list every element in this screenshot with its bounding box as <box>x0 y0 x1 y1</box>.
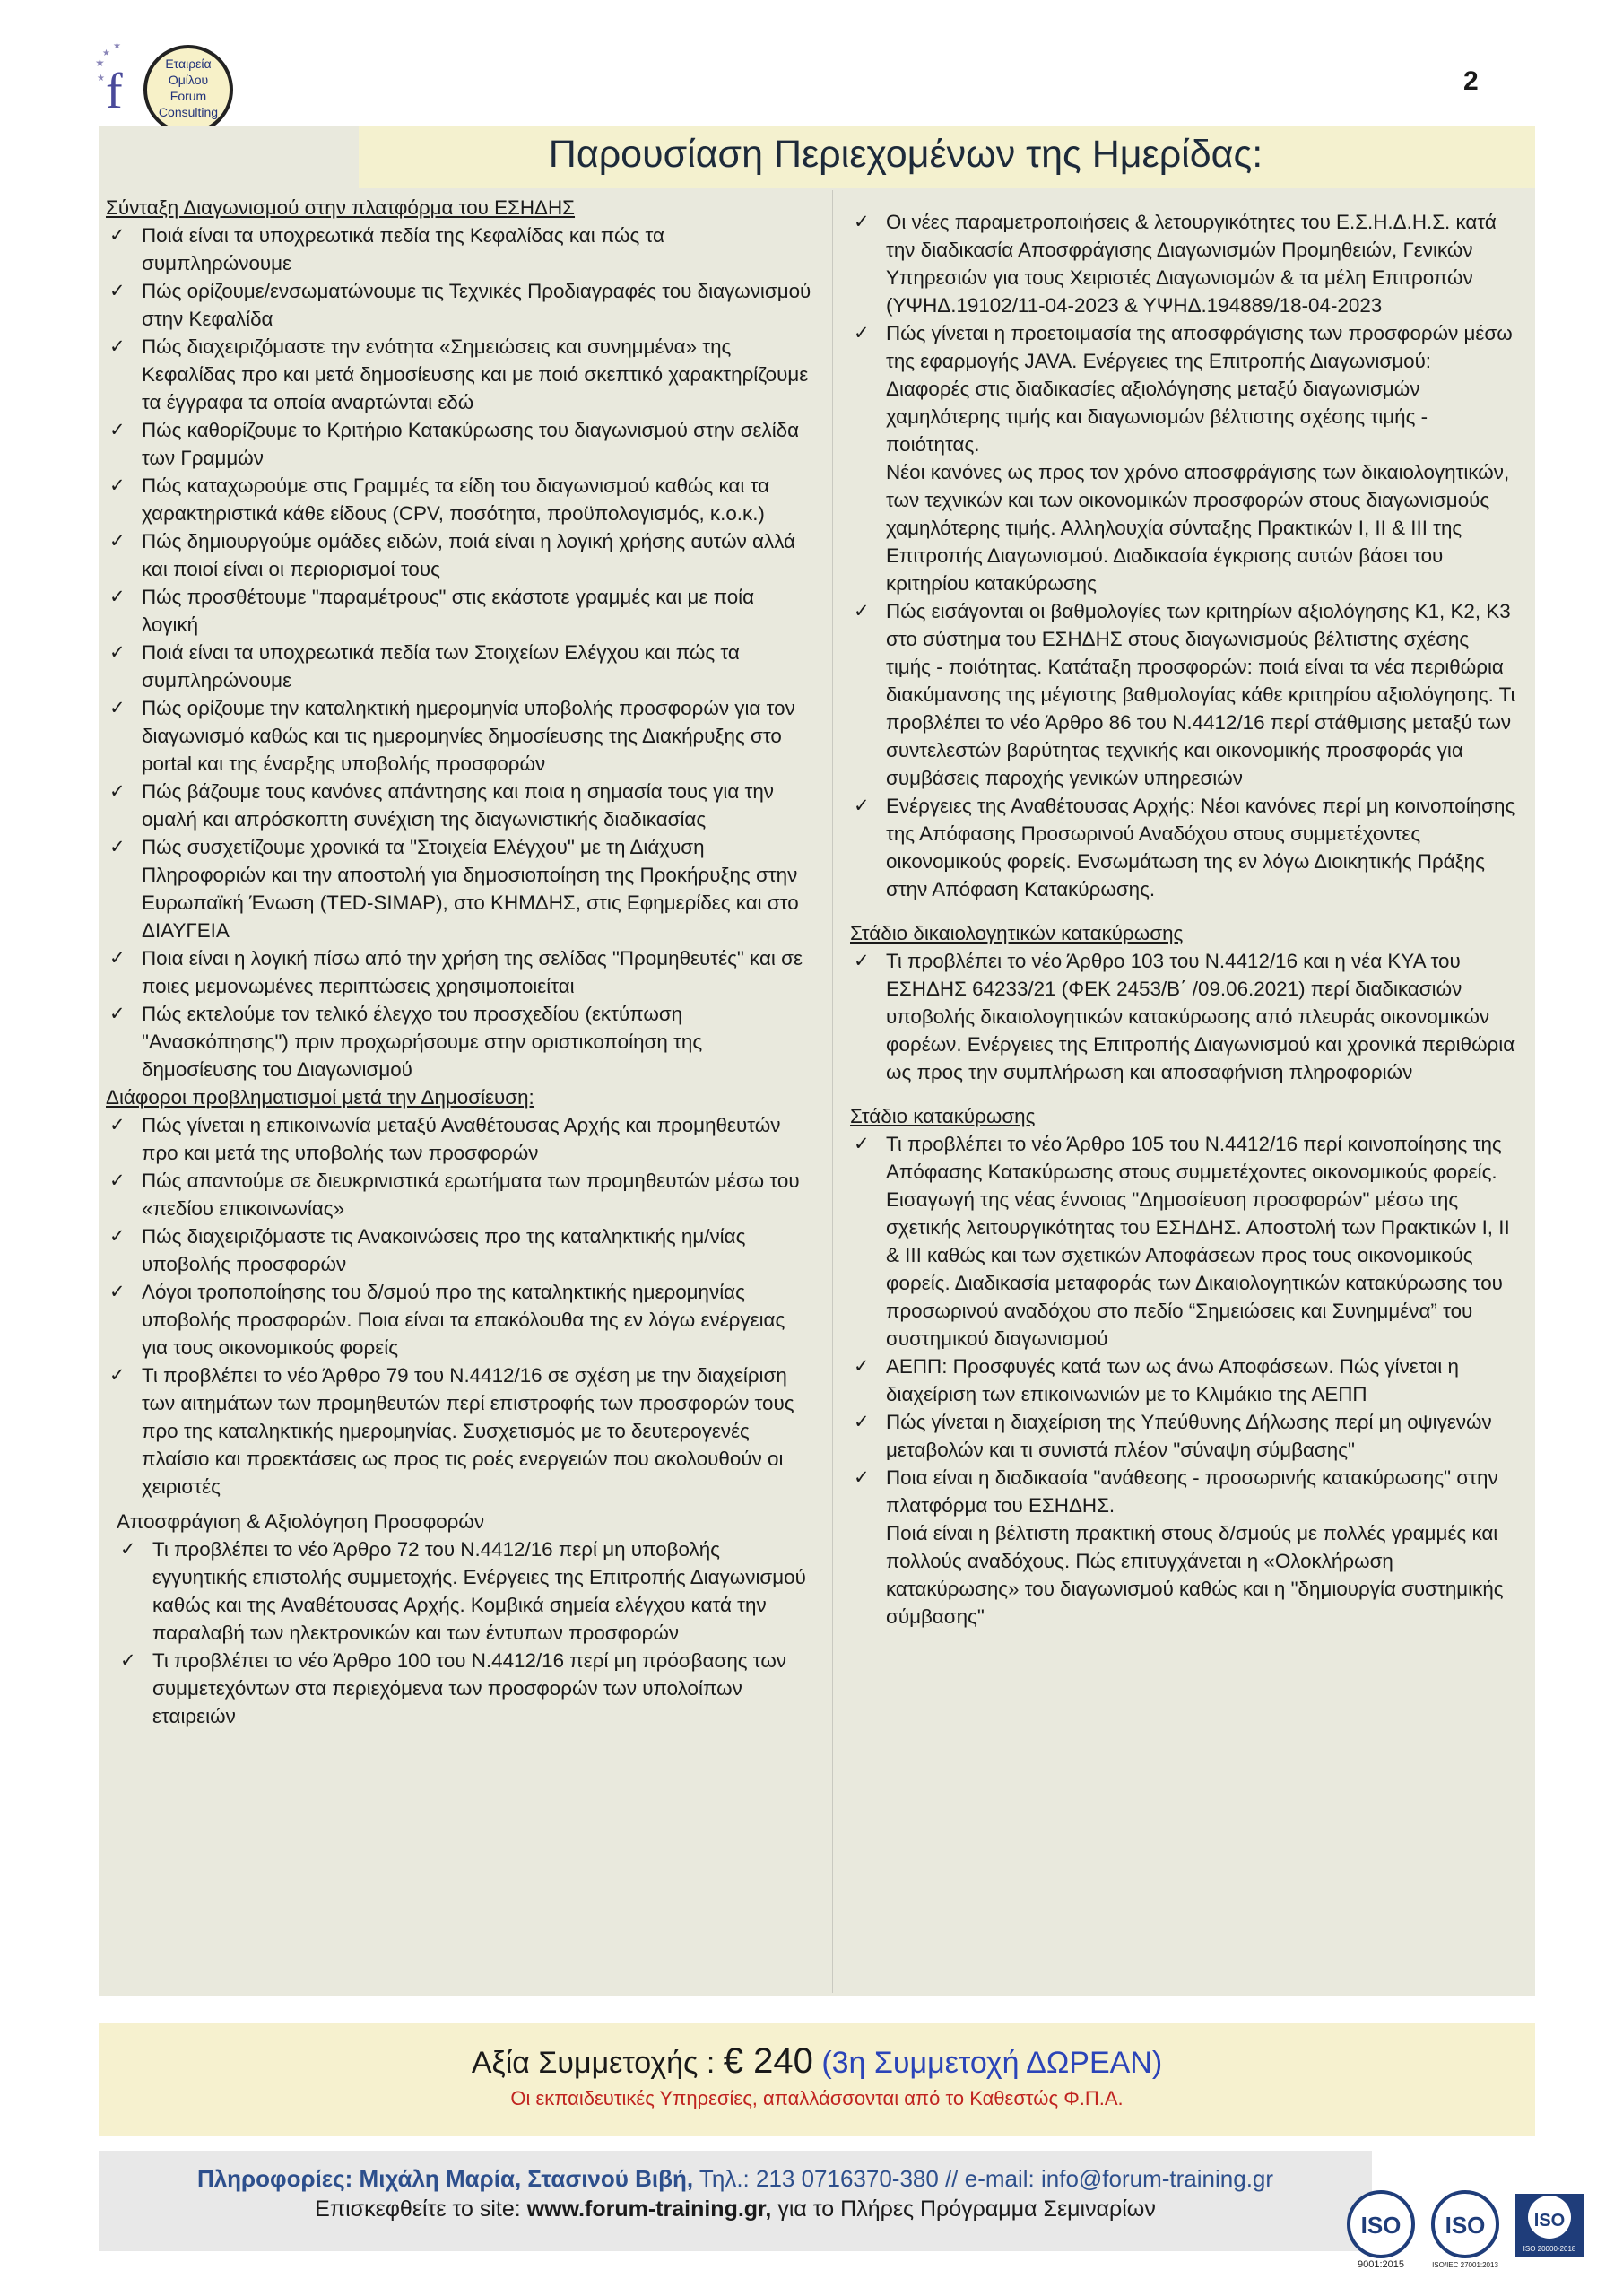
tender-setup-list <box>106 222 814 1083</box>
page-number: 2 <box>1463 66 1479 96</box>
website-line <box>99 2196 1372 2222</box>
iso-badge-label: ISO <box>1360 2212 1402 2239</box>
list-item-text: ✓ Πώς ορίζουμε την καταληκτική ημερομηνία υποβολής προσφορών για τον διαγωνισμό καθώς και τις ημερομηνίες δημοσίευσης της Διακήρυξης στο portal και της έναρξης υποβολής προσφορών <box>142 697 795 775</box>
list-item-text: ✓ Πώς προσθέτουμε "παραμέτρους" στις εκάστοτε γραμμές και με ποία λογική <box>142 586 755 636</box>
list-item <box>850 1464 1518 1631</box>
svg-text:★: ★ <box>102 48 110 58</box>
logo-letter: f <box>106 64 123 119</box>
list-item-text: ✓ Πώς γίνεται η προετοιμασία της αποσφράγισης των προσφορών μέσω της εφαρμογής JAVA. Ενέργειες της Επιτροπής Διαγωνισμού: Διαφορές στις διαδικασίες αξιολόγησης μεταξύ διαγωνισμών χαμηλότερης τιμής και διαγωνισμών βέλτιστης σχέσης τιμής - ποιότητας. <box>886 322 1513 456</box>
iso-badge-code: 9001:2015 <box>1358 2259 1404 2270</box>
list-item-text: ✓ Πώς καθορίζουμε το Κριτήριο Κατακύρωσης του διαγωνισμού στην σελίδα των Γραμμών <box>142 419 800 469</box>
iso-27001-badge <box>1428 2188 1503 2271</box>
list-item <box>106 222 814 277</box>
list-item <box>850 1352 1518 1408</box>
logo-line-1: Εταιρεία <box>165 57 212 71</box>
iso-20000-badge <box>1512 2188 1587 2271</box>
list-item <box>106 583 814 639</box>
website-prefix: Επισκεφθείτε το site: <box>315 2196 521 2222</box>
participation-fee-box <box>99 2023 1535 2136</box>
list-item <box>117 1647 814 1730</box>
list-item-text: ✓ Πώς διαχειριζόμαστε την ενότητα «Σημειώσεις και συνημμένα» της Κεφαλίδας προ και μετά δημοσίευσης και με ποιό σκεπτικό χαρακτηρίζουμε τα έγγραφα τα οποία αναρτώνται εδώ <box>142 335 809 413</box>
website-link[interactable]: www.forum-training.gr, <box>526 2196 772 2222</box>
list-item-text: ✓ Πώς καταχωρούμε στις Γραμμές τα είδη του διαγωνισμού καθώς και τα χαρακτηριστικά κάθε είδους (CPV, ποσότητα, προϋπολογισμός, κ.ο.κ.) <box>142 474 770 525</box>
list-item <box>106 1167 814 1222</box>
list-item-text: ✓ Πώς εκτελούμε τον τελικό έλεγχο του προσχεδίου (εκτύπωση "Ανασκόπησης") πριν προχωρήσουμε στην οριστικοποίηση της δημοσίευσης του Διαγωνισμού <box>142 1003 703 1081</box>
vat-exemption-note: Οι εκπαιδευτικές Υπηρεσίες, απαλλάσσονται από το Καθεστώς Φ.Π.Α. <box>510 2087 1124 2109</box>
right-column <box>850 208 1518 1631</box>
section-heading-award: Στάδιο κατακύρωσης <box>850 1105 1036 1127</box>
list-item <box>106 1361 814 1500</box>
list-item-text: ✓ Ποια είναι η διαδικασία "ανάθεσης - προσωρινής κατακύρωσης" στην πλατφόρμα του ΕΣΗΔΗΣ. <box>886 1466 1498 1517</box>
list-item <box>106 1278 814 1361</box>
list-item-text: ✓ Πώς εισάγονται οι βαθμολογίες των κριτηρίων αξιολόγησης Κ1, Κ2, Κ3 στο σύστημα του ΕΣΗΔΗΣ στους διαγωνισμούς βέλτιστης σχέσης τιμής - ποιότητας. Κατάταξη προσφορών: ποιά είναι τα νέα περιθώρια διακύμανσης της μέγιστης βαθμολογίας κάθε κριτηρίου αξιολόγησης. Τι προβλέπει το νέο Άρθρο 86 του Ν.4412/16 περί στάθμισης μεταξύ των συντελεστών βαρύτητας τεχνικής και οικονομικής προσφοράς για συμβάσεις παροχής γενικών υπηρεσιών <box>886 600 1515 789</box>
award-list <box>850 1130 1518 1631</box>
list-item-continuation: Ποιά είναι η βέλτιστη πρακτική στους δ/σμούς με πολλές γραμμές και πολλούς αναδόχους. Πώς επιτυγχάνεται η «Ολοκλήρωση κατακύρωσης» του διαγωνισμού καθώς και η "δημιουργία συστημικής σύμβασης" <box>886 1522 1504 1628</box>
list-item <box>850 208 1518 319</box>
iso-9001-badge <box>1345 2188 1417 2271</box>
svg-text:★: ★ <box>95 57 105 69</box>
list-item-continuation: Νέοι κανόνες ως προς τον χρόνο αποσφράγισης των δικαιολογητικών, των τεχνικών και των οικονομικών προσφορών στους διαγωνισμούς χαμηλότερης τιμής. Αλληλουχία σύνταξης Πρακτικών Ι, ΙΙ & ΙΙΙ της Επιτροπής Διαγωνισμού. Διαδικασία έγκρισης αυτών βάσει του κριτηρίου κατακύρωσης <box>886 461 1510 595</box>
list-item-text: ✓ Πώς βάζουμε τους κανόνες απάντησης και ποια η σημασία τους για την ομαλή και απρόσκοπτη συνέχιση της διαγωνιστικής διαδικασίας <box>142 780 774 831</box>
contact-email[interactable]: e-mail: info@forum-training.gr <box>964 2165 1274 2192</box>
list-item-text: ✓ ΑΕΠΠ: Προσφυγές κατά των ως άνω Αποφάσεων. Πώς γίνεται η διαχείριση των επικοινωνιών με το Κλιμάκιο της ΑΕΠΠ <box>886 1355 1459 1405</box>
list-item <box>850 1408 1518 1464</box>
list-item <box>106 778 814 833</box>
award-documents-list <box>850 947 1518 1086</box>
fee-label: Αξία Συμμετοχής : <box>471 2046 716 2080</box>
logo-line-4: Consulting <box>158 105 219 119</box>
list-item <box>106 1000 814 1083</box>
section-heading-tender-setup: Σύνταξη Διαγωνισμού στην πλατφόρμα του ΕΣΗΔΗΣ <box>106 196 576 219</box>
list-item-text: ✓ Πώς δημιουργούμε ομάδες ειδών, ποιά είναι η λογική χρήσης αυτών αλλά και ποιοί είναι οι περιορισμοί τους <box>142 530 795 580</box>
evaluation-list <box>850 208 1518 903</box>
list-item <box>106 694 814 778</box>
list-item-text: ✓ Πώς ορίζουμε/ενσωματώνουμε τις Τεχνικές Προδιαγραφές του διαγωνισμού στην Κεφαλίδα <box>142 280 812 330</box>
section-heading-post-publication: Διάφοροι προβληματισμοί μετά την Δημοσίευση: <box>106 1086 534 1109</box>
website-suffix: για το Πλήρες Πρόγραμμα Σεμιναρίων <box>777 2196 1156 2222</box>
list-item <box>106 277 814 333</box>
list-item <box>117 1535 814 1647</box>
left-column <box>106 194 814 1730</box>
list-item-text: ✓ Πώς συσχετίζουμε χρονικά τα "Στοιχεία Ελέγχου" με τη Διάχυση Πληροφοριών και την αποστολή για δημοσιοποίηση της Προκήρυξης στην Ευρωπαϊκή Ένωση (TED-SIMAP), στο ΚΗΜΔΗΣ, στις Εφημερίδες και στο ΔΙΑΥΓΕΙΑ <box>142 836 799 942</box>
list-item <box>850 319 1518 597</box>
logo-line-2: Ομίλου <box>168 73 209 87</box>
page-title: Παρουσίαση Περιεχομένων της Ημερίδας: <box>548 133 1263 176</box>
section-heading-unsealing: Αποσφράγιση & Αξιολόγηση Προσφορών <box>117 1510 485 1533</box>
list-item <box>106 416 814 472</box>
column-divider <box>832 190 833 1993</box>
list-item-text: ✓ Πώς απαντούμε σε διευκρινιστικά ερωτήματα των προμηθευτών μέσω του «πεδίου επικοινωνίας» <box>142 1170 800 1220</box>
svg-text:★: ★ <box>97 74 105 83</box>
list-item-text: ✓ Λόγοι τροποποίησης του δ/σμού προ της καταληκτικής ημερομηνίας υποβολής προσφορών. Ποια είναι τα επακόλουθα της εν λόγω ενέργειας για τους οικονομικούς φορείς <box>142 1281 785 1359</box>
list-item-text: ✓ Πώς γίνεται η επικοινωνία μεταξύ Αναθέτουσας Αρχής και προμηθευτών προ και μετά της υποβολής των προσφορών <box>142 1114 781 1164</box>
list-item-text: ✓ Ποια είναι η λογική πίσω από την χρήση της σελίδας "Προμηθευτές" και σε ποιες μεμονωμένες περιπτώσεις χρησιμοποιείται <box>142 947 803 997</box>
list-item <box>850 1130 1518 1352</box>
fee-amount: € 240 <box>723 2041 813 2081</box>
unsealing-list <box>106 1535 814 1730</box>
list-item <box>106 944 814 1000</box>
logo-line-3: Forum <box>169 89 207 103</box>
list-item <box>106 472 814 527</box>
fee-line <box>99 2041 1535 2082</box>
list-item-text: ✓ Τι προβλέπει το νέο Άρθρο 105 του Ν.4412/16 περί κοινοποίησης της Απόφασης Κατακύρωσης στους συμμετέχοντες οικονομικούς φορείς. Εισαγωγή της νέας έννοιας "Δημοσίευση προσφορών" μέσω της σχετικής λειτουργικότητας του ΕΣΗΔΗΣ. Αποστολή των Πρακτικών Ι, ΙΙ & ΙΙΙ καθώς και των σχετικών Αποφάσεων προς τους οικονομικούς φορείς. Διαδικασία μεταφοράς των Δικαιολογητικών κατακύρωσης του προσωρινού αναδόχου στο πεδίο “Σημειώσεις και Συνημμένα” του συστημικού διαγωνισμού <box>886 1133 1510 1350</box>
list-item <box>850 947 1518 1086</box>
iso-badge-label: ISO <box>1445 2212 1486 2239</box>
list-item <box>850 792 1518 903</box>
list-item <box>106 333 814 416</box>
contact-phone: Τηλ.: 213 0716370-380 // <box>699 2165 959 2192</box>
list-item-text: ✓ Τι προβλέπει το νέο Άρθρο 79 του Ν.4412/16 σε σχέση με την διαχείριση των αιτημάτων των προμηθευτών περί επιστροφής των προσφορών τους προ της καταληκτικής ημερομηνίας. Συσχετισμός με το δευτερογενές πλαίσιο και προεκτάσεις ως προς τις ροές ενεργειών που ακολουθούν οι χειριστές <box>142 1364 794 1498</box>
list-item <box>106 639 814 694</box>
list-item <box>106 527 814 583</box>
iso-badge-label: ISO <box>1533 2211 1566 2231</box>
contact-names: Πληροφορίες: Μιχάλη Μαρία, Στασινού Βιβή, <box>196 2165 694 2192</box>
list-item-text: ✓ Πώς διαχειριζόμαστε τις Ανακοινώσεις προ της καταληκτικής ημ/νίας υποβολής προσφορών <box>142 1225 746 1275</box>
iso-badge-code: ISO/IEC 27001:2013 <box>1432 2261 1498 2269</box>
list-item-text: ✓ Τι προβλέπει το νέο Άρθρο 103 του Ν.4412/16 και η νέα ΚΥΑ του ΕΣΗΔΗΣ 64233/21 (ΦΕΚ 2453/Β΄ /09.06.2021) περί διαδικασιών υποβολής δικαιολογητικών κατακύρωσης από πλευράς οικονομικών φορέων. Ενέργειες της Επιτροπής Διαγωνισμού και χρονικά περιθώρια ως προς την συμπλήρωση και αποσαφήνιση πληροφοριών <box>886 950 1515 1083</box>
section-heading-award-documents: Στάδιο δικαιολογητικών κατακύρωσης <box>850 922 1184 944</box>
list-item <box>106 1222 814 1278</box>
list-item-text: ✓ Τι προβλέπει το νέο Άρθρο 72 του Ν.4412/16 περί μη υποβολής εγγυητικής επιστολής συμμετοχής. Ενέργειες της Επιτροπής Διαγωνισμού καθώς και της Αναθέτουσας Αρχής. Κομβικά σημεία ελέγχου κατά την παραλαβή των ηλεκτρονικών και των έντυπων προσφορών <box>152 1538 806 1644</box>
free-participation-note: (3η Συμμετοχή ΔΩΡΕΑΝ) <box>821 2046 1163 2080</box>
contact-line <box>99 2165 1372 2193</box>
list-item <box>106 1111 814 1167</box>
list-item <box>850 597 1518 792</box>
post-publication-list <box>106 1111 814 1500</box>
list-item-text: ✓ Οι νέες παραμετροποιήσεις & λετουργικότητες του Ε.Σ.Η.Δ.Η.Σ. κατά την διαδικασία Αποσφράγισης Διαγωνισμών Προμηθειών, Γενικών Υπηρεσιών για τους Χειριστές Διαγωνισμών & τα μέλη Επιτροπών (ΥΨΗΔ.19102/11-04-2023 & ΥΨΗΔ.194889/18-04-2023 <box>886 211 1497 317</box>
list-item <box>106 833 814 944</box>
list-item-text: ✓ Ενέργειες της Αναθέτουσας Αρχής: Νέοι κανόνες περί μη κοινοποίησης της Απόφασης Προσωρινού Αναδόχου στους συμμετέχοντες οικονομικούς φορείς. Ενσωμάτωση της εν λόγω Διοικητικής Πράξης στην Απόφαση Κατακύρωσης. <box>886 795 1515 900</box>
list-item-text: ✓ Τι προβλέπει το νέο Άρθρο 100 του Ν.4412/16 περί μη πρόσβασης των συμμετεχόντων στα περιεχόμενα των προσφορών των υπολοίπων εταιρειών <box>152 1649 786 1727</box>
list-item-text: ✓ Ποιά είναι τα υποχρεωτικά πεδία των Στοιχείων Ελέγχου και πώς τα συμπληρώνουμε <box>142 641 740 691</box>
iso-badge-code: ISO 20000-2018 <box>1523 2245 1576 2253</box>
contact-info-box <box>99 2151 1372 2251</box>
svg-text:★: ★ <box>113 41 121 51</box>
list-item-text: ✓ Ποιά είναι τα υποχρεωτικά πεδία της Κεφαλίδας και πώς τα συμπληρώνουμε <box>142 224 664 274</box>
list-item-text: ✓ Πώς γίνεται η διαχείριση της Υπεύθυνης Δήλωσης περί μη οψιγενών μεταβολών και τι συνιστά πλέον "σύναψη σύμβασης" <box>886 1411 1492 1461</box>
